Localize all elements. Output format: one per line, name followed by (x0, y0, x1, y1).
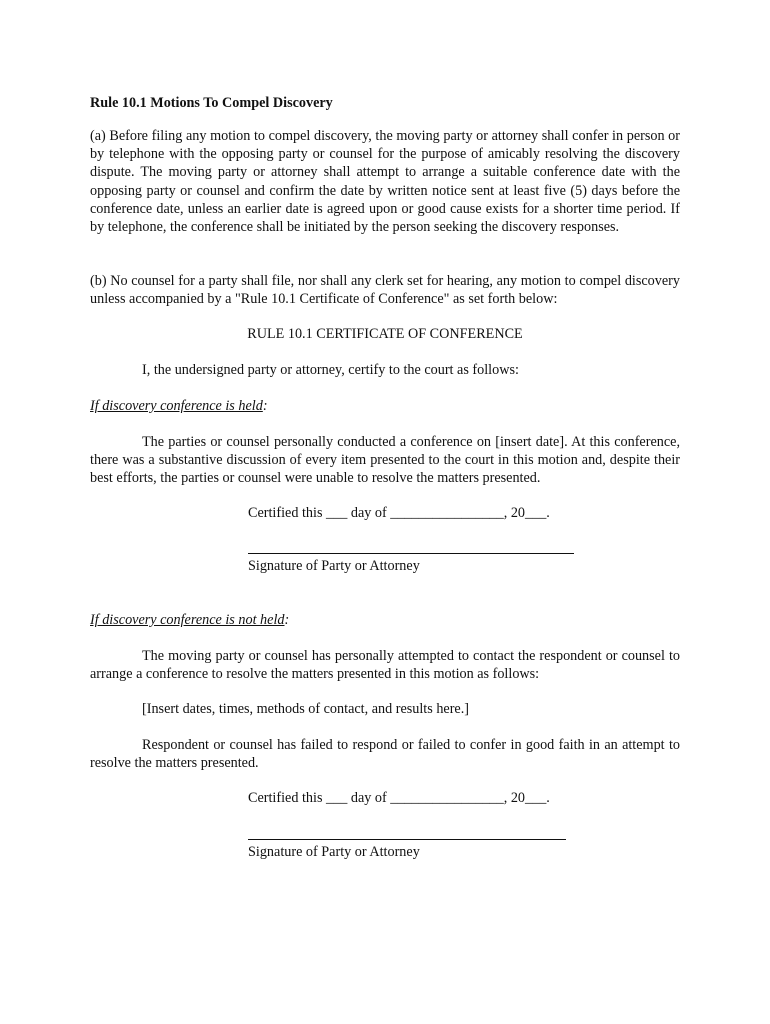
paragraph-b: (b) No counsel for a party shall file, nor shall any clerk set for hearing, any motion to compel discovery unless accompanied by a "Rule 10.1 Certificate of Conference" as set forth below: (90, 273, 680, 308)
certify-intro: I, the undersigned party or attorney, certify to the court as follows: (142, 362, 519, 378)
failed-to-respond-body: Respondent or counsel has failed to respond or failed to confer in good faith in an attempt to resolve the matters presented. (90, 737, 680, 772)
not-held-certified-line: Certified this ___ day of ________________, 20___. (248, 790, 550, 806)
not-held-heading-text: If discovery conference is not held (90, 612, 285, 628)
not-held-signature-line (248, 839, 566, 840)
insert-contact-details-line: [Insert dates, times, methods of contact, and results here.] (142, 701, 469, 717)
held-signature-label: Signature of Party or Attorney (248, 558, 420, 574)
paragraph-a: (a) Before filing any motion to compel discovery, the moving party or attorney shall confer in person or by telephone with the opposing party or counsel for the purpose of amicably resolving the discovery dispute. The moving party or attorney shall attempt to arrange a suitable conference date with the opposing party or counsel and confirm the date by written notice sent at least five (5) days before the conference date, unless an earlier date is agreed upon or good cause exists for a shorter time period. If by telephone, the conference shall be initiated by the person seeking the discovery responses. (90, 128, 680, 236)
not-held-heading-colon: : (284, 612, 290, 628)
not-held-section-heading (90, 612, 289, 629)
held-body: The parties or counsel personally conducted a conference on [insert date]. At this conference, there was a substantive discussion of every item presented to the court in this motion and, despite their best efforts, the parties or counsel were unable to resolve the matters presented. (90, 434, 680, 487)
document-title: Rule 10.1 Motions To Compel Discovery (90, 95, 333, 111)
not-held-signature-label: Signature of Party or Attorney (248, 844, 420, 860)
certificate-heading: RULE 10.1 CERTIFICATE OF CONFERENCE (247, 326, 523, 342)
held-section-heading (90, 398, 268, 415)
held-heading-colon: : (262, 398, 268, 414)
not-held-body: The moving party or counsel has personally attempted to contact the respondent or counsel to arrange a conference to resolve the matters presented in this motion as follows: (90, 648, 680, 683)
held-heading-text: If discovery conference is held (90, 398, 263, 414)
held-signature-line (248, 553, 574, 554)
held-certified-line: Certified this ___ day of ________________, 20___. (248, 505, 550, 521)
